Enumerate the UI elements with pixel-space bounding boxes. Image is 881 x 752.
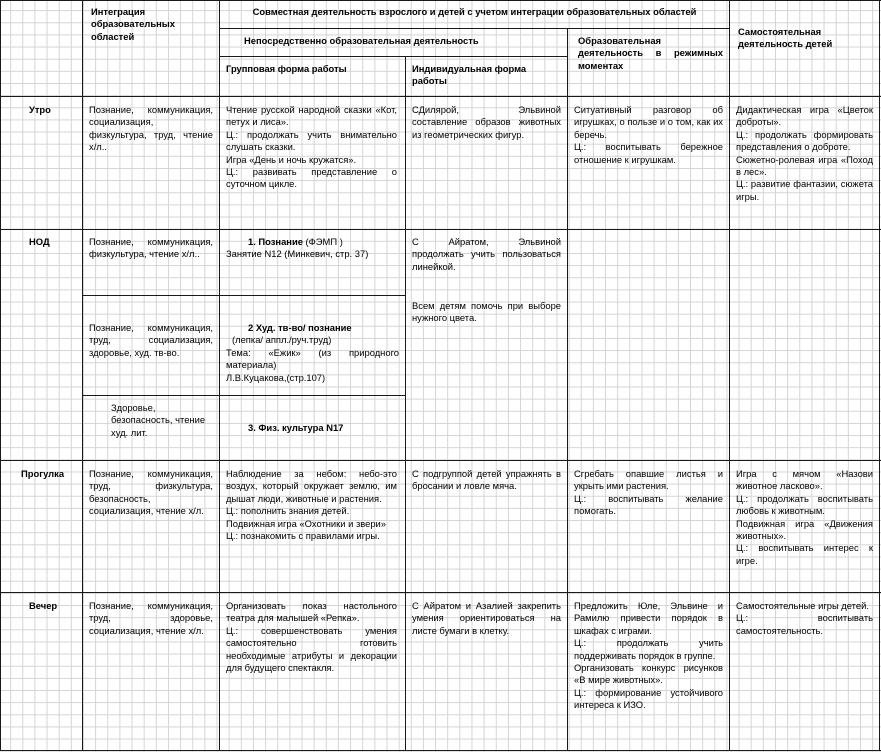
walk-independent-p3: Подвижная игра «Движения животных».	[736, 517, 873, 542]
morning-individual: СДилярой, Эльвиной составление образов животных из геометрических фигур.	[412, 104, 561, 140]
table-border-top	[0, 0, 881, 1]
row-line-nod-1	[82, 295, 406, 296]
nod-lesson-2-sub: (лепка/ аппл./руч.труд)	[232, 334, 332, 346]
header-integration: Интеграция образовательных областей	[91, 6, 175, 42]
nod-lesson-1-title: 1. Познание	[248, 236, 303, 247]
evening-group	[220, 600, 405, 674]
walk-individual: С подгруппой детей упражнять в бросании и ловле мяча.	[412, 468, 561, 492]
evening-group-p1: Организовать показ настольного театра для малышей «Репка».	[226, 600, 397, 624]
walk-integration: Познание, коммуникация, труд, физкультура, безопасность, социализация, чтение х/л.	[89, 468, 213, 517]
evening-integration: Познание, коммуникация, труд, здоровье, социализация, чтение х/л.	[89, 600, 213, 636]
evening-regime	[568, 600, 729, 712]
walk-group	[220, 468, 405, 542]
morning-group	[220, 104, 405, 191]
evening-independent-p2: Ц.: воспитывать самостоятельность.	[736, 612, 873, 636]
walk-regime	[568, 468, 729, 518]
morning-independent	[730, 104, 879, 203]
morning-regime-p1: Ситуативный разговор об игрушках, о пользе и о том, как их беречь.	[574, 104, 723, 140]
evening-group-p2: Ц.: совершенствовать умения самостоятельно готовить необходимые атрибуты и декорации для будущего спектакля.	[226, 624, 397, 674]
evening-regime-p2: Ц.: продолжать учить поддерживать порядок в группе.	[574, 637, 723, 661]
morning-group-p3: Игра «День и ночь кружатся».	[226, 153, 357, 165]
header-group: Групповая форма работы	[226, 63, 347, 74]
row-line-walk	[0, 592, 881, 593]
evening-regime-p3: Организовать конкурс рисунков «В мире животных».	[574, 662, 723, 686]
row-label-evening: Вечер	[29, 600, 58, 611]
nod-individual-2: Всем детям помочь при выборе нужного цвета.	[412, 300, 561, 324]
nod-lesson-1	[220, 236, 405, 261]
row-label-morning: Утро	[29, 104, 51, 115]
walk-group-p4: Ц.: познакомить с правилами игры.	[226, 530, 380, 542]
morning-group-p2: Ц.: продолжать учить внимательно слушать сказки.	[226, 128, 397, 153]
nod-individual-1: С Айратом, Эльвиной продолжать учить пользоваться линейкой.	[412, 236, 561, 272]
header-individual: Индивидуальная форма работы	[412, 63, 527, 87]
morning-independent-p3: Сюжетно-ролевая игра «Поход в лес».	[736, 153, 873, 178]
morning-regime-p2: Ц.: воспитывать бережное отношение к игрушкам.	[574, 141, 723, 165]
walk-group-p3: Подвижная игра «Охотники и звери»	[226, 517, 387, 529]
row-line-direct	[219, 56, 568, 57]
row-line-header	[0, 96, 881, 97]
evening-independent	[730, 600, 879, 637]
morning-group-p1: Чтение русской народной сказки «Кот, петух и лиса».	[226, 104, 397, 128]
nod-lesson-1-heading	[226, 236, 399, 248]
row-label-walk: Прогулка	[21, 468, 65, 479]
nod-lesson-3: 3. Физ. культура N17	[248, 422, 344, 433]
walk-independent	[730, 468, 879, 567]
walk-independent-p1: Игра с мячом «Назови животное ласково».	[736, 468, 873, 492]
evening-individual: С Айратом и Азалией закрепить умения ориентироваться на листе бумаги в клетку.	[412, 600, 561, 636]
morning-group-p4: Ц.: развивать представление о суточном цикле.	[226, 166, 397, 190]
header-regime: Образовательная деятельность в режимных моментах	[578, 35, 723, 71]
row-line-nod	[0, 460, 881, 461]
nod-lesson-2-title: 2 Худ. тв-во/ познание	[248, 322, 352, 333]
header-independent: Самостоятельная деятельность детей	[738, 26, 833, 50]
nod-lesson-2-source: Л.В.Куцакова,(стр.107)	[226, 371, 326, 383]
table-border-right	[879, 0, 880, 751]
col-line-3	[405, 56, 406, 751]
evening-independent-p1: Самостоятельные игры детей.	[736, 600, 869, 611]
nod-integration-2: Познание, коммуникация, труд, социализация, здоровье, худ. тв-во.	[89, 322, 213, 358]
morning-independent-p1: Дидактическая игра «Цветок доброты».	[736, 104, 873, 128]
morning-integration: Познание, коммуникация, социализация, физкультура, труд, чтение х/л..	[89, 104, 213, 153]
nod-lesson-1-sub: (ФЭМП )	[302, 236, 343, 247]
nod-lesson-2	[220, 322, 405, 384]
row-line-nod-2	[82, 395, 406, 396]
header-direct: Непосредственно образовательная деятельность	[244, 35, 479, 46]
walk-regime-p2: Ц.: воспитывать желание помогать.	[574, 492, 723, 517]
nod-integration-3: Здоровье, безопасность, чтение худ. лит.	[111, 402, 206, 438]
row-line-morning	[0, 229, 881, 230]
walk-independent-p2: Ц.: продолжать воспитывать любовь к животным.	[736, 492, 873, 517]
walk-independent-p4: Ц.: воспитывать интерес к игре.	[736, 542, 873, 566]
evening-regime-p4: Ц.: формирование устойчивого интереса к ИЗО.	[574, 686, 723, 711]
table-border-bottom	[0, 750, 881, 751]
nod-lesson-2-theme: Тема: «Ежик» (из природного материала)	[226, 346, 399, 371]
header-joint: Совместная деятельность взрослого и детей с учетом интеграции образовательных областей	[252, 6, 697, 17]
row-label-nod: НОД	[29, 236, 50, 247]
nod-lesson-1-text: Занятие N12 (Минкевич, стр. 37)	[226, 248, 369, 260]
walk-group-p1: Наблюдение за небом: небо-это воздух, который окружает землю, им дышат люди, животные и растения.	[226, 468, 397, 504]
walk-group-p2: Ц.: пополнить знания детей.	[226, 505, 350, 517]
morning-independent-p4: Ц.: развитие фантазии, сюжета игры.	[736, 178, 873, 202]
evening-regime-p1: Предложить Юле, Эльвине и Рамилю привести порядок в шкафах с играми.	[574, 600, 723, 636]
nod-integration-1: Познание, коммуникация, физкультура, чтение х/л..	[89, 236, 213, 260]
morning-independent-p2: Ц.: продолжать формировать представления о доброте.	[736, 128, 873, 153]
row-line-joint	[219, 28, 729, 29]
walk-regime-p1: Сгребать опавшие листья и укрыть ими растения.	[574, 468, 723, 492]
morning-regime	[568, 104, 729, 166]
